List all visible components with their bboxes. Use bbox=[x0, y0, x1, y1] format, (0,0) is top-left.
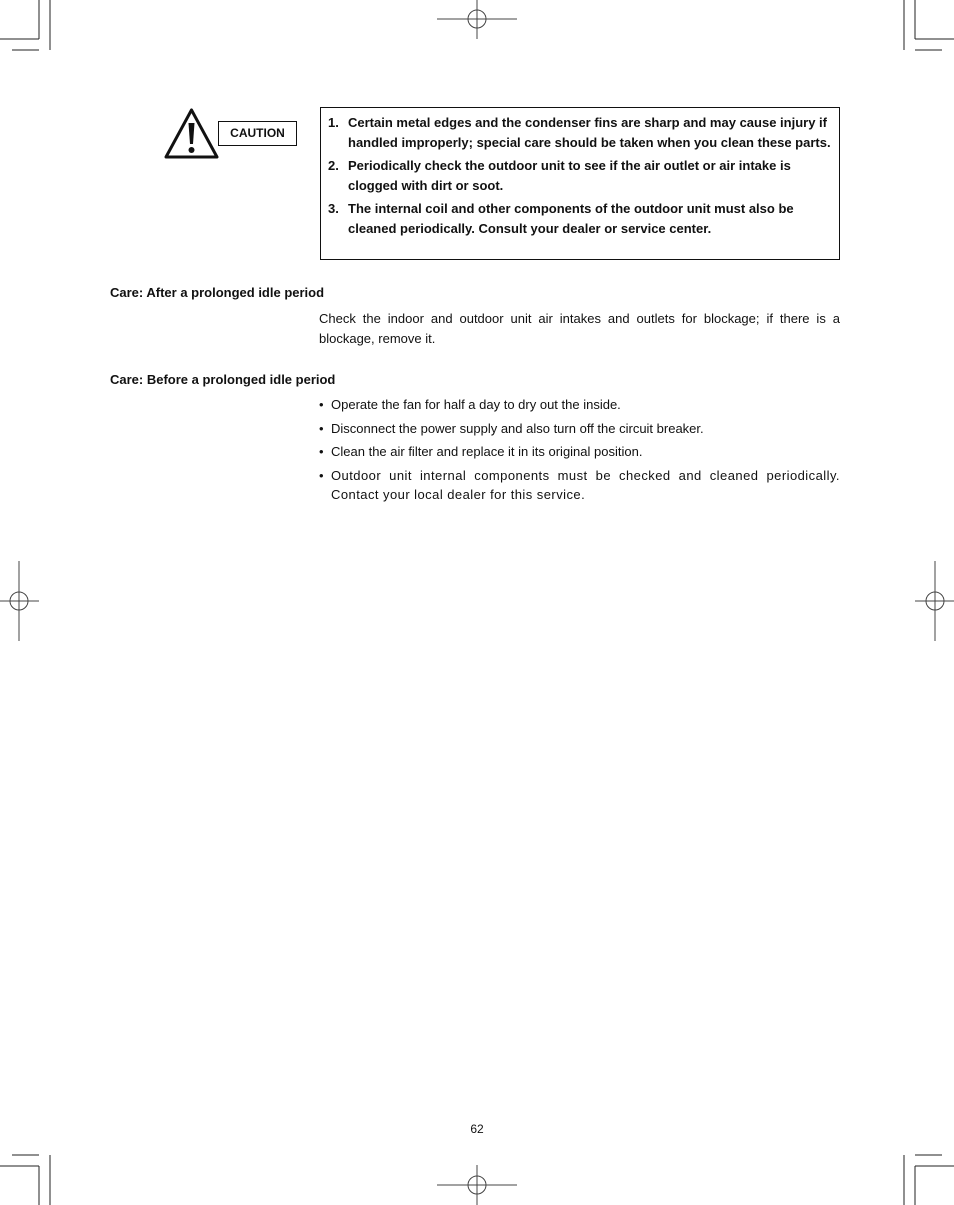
caution-label: CAUTION bbox=[218, 121, 297, 146]
warning-triangle-icon bbox=[163, 107, 220, 160]
page-number: 62 bbox=[470, 1122, 484, 1136]
caution-item-number: 3. bbox=[328, 201, 339, 216]
caution-item bbox=[328, 156, 831, 195]
after-idle-text: Check the indoor and outdoor unit air intakes and outlets for blockage; if there is a blockage, remove it. bbox=[319, 311, 840, 346]
caution-item-number: 2. bbox=[328, 158, 339, 173]
list-item-text: Clean the air filter and replace it in its original position. bbox=[331, 444, 643, 459]
list-item-text: Disconnect the power supply and also turn off the circuit breaker. bbox=[331, 420, 704, 436]
bullet-icon: • bbox=[319, 467, 325, 483]
caution-item-text: Certain metal edges and the condenser fins are sharp and may cause injury if handled improperly; special care should be taken when you clean these parts. bbox=[348, 115, 831, 150]
bullet-icon: • bbox=[319, 420, 324, 436]
before-idle-list bbox=[319, 395, 840, 509]
caution-box bbox=[320, 107, 840, 260]
bullet-icon: • bbox=[319, 397, 324, 412]
caution-item-text: Periodically check the outdoor unit to see if the air outlet or air intake is clogged with dirt or soot. bbox=[348, 158, 791, 193]
list-item-text: Operate the fan for half a day to dry out the inside. bbox=[331, 397, 621, 412]
section-heading-after-idle: Care: After a prolonged idle period bbox=[110, 285, 325, 300]
list-item bbox=[319, 466, 840, 505]
list-item bbox=[319, 419, 840, 439]
caution-item-number: 1. bbox=[328, 115, 339, 130]
list-item-text: Outdoor unit internal components must be checked and cleaned periodically. Contact your local dealer for this service. bbox=[331, 467, 840, 502]
caution-item bbox=[328, 199, 831, 238]
caution-item-text: The internal coil and other components of the outdoor unit must also be cleaned periodically. Consult your dealer or service center. bbox=[348, 201, 794, 236]
bullet-icon: • bbox=[319, 444, 324, 459]
caution-item bbox=[328, 113, 831, 152]
list-item bbox=[319, 442, 840, 462]
list-item bbox=[319, 395, 840, 415]
section-heading-before-idle: Care: Before a prolonged idle period bbox=[110, 372, 336, 387]
